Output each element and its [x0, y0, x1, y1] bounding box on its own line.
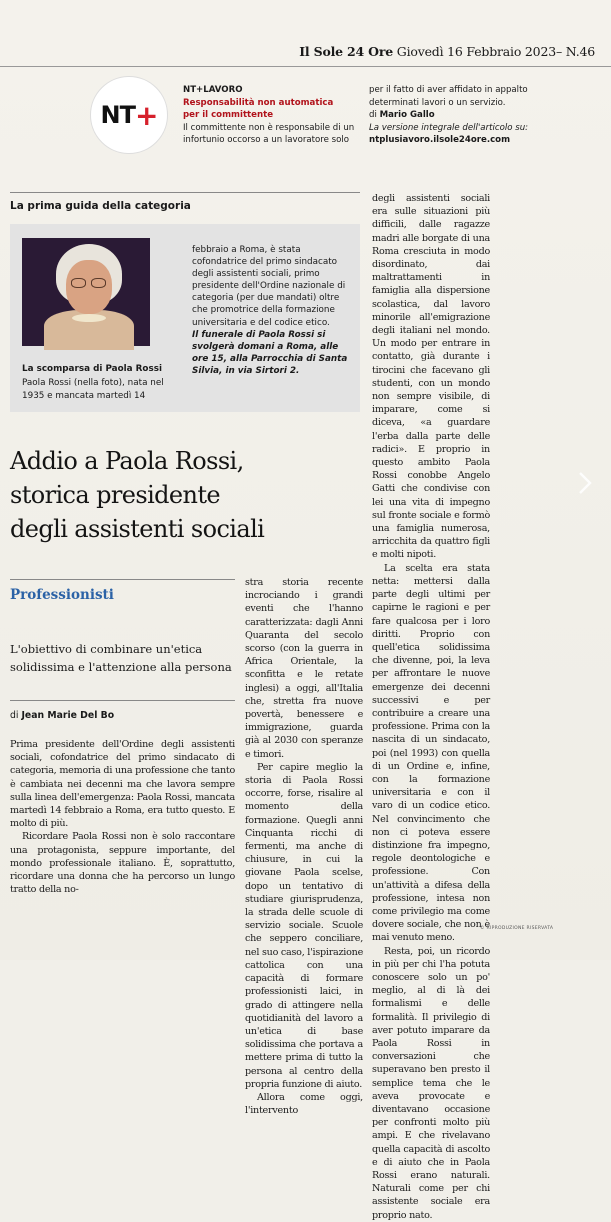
chevron-right-icon[interactable]: [570, 468, 600, 498]
column-3-paragraph: Resta, poi, un ricordo in più per chi l'ha potuta conoscere solo un po' meglio, al di là dei formalismi e delle formalità. Il privilegio di aver potuto imparare da Paola Rossi in conversazioni che superavano ben presto il semplice tema che le aveva provocate e diventavano occasione per confronti molto più ampi. E che rivelavano quella capacità di ascolto e di aiuto che in Paola Rossi erano naturali. Naturali come per chi assistente sociale era proprio nato.: [372, 945, 490, 1221]
section-rule: [10, 579, 235, 580]
photo-caption: Paola Rossi (nella foto), nata nel 1935 e mancata martedì 14: [22, 378, 164, 401]
article-column-3: [372, 192, 604, 1222]
headline-line-2: storica presidente: [10, 481, 221, 509]
nt-box-note: La versione integrale dell'articolo su:: [369, 122, 529, 133]
nt-box-author-prefix: di: [369, 110, 377, 120]
masthead-issue: – N.46: [555, 44, 595, 59]
byline-rule: [10, 700, 235, 701]
nt-box-author-line: [369, 109, 569, 122]
nt-box-subtitle-1: Responsabilità non automatica: [183, 97, 334, 108]
article-summary: L'obiettivo di combinare un'etica solidissima e l'attenzione alla persona: [10, 642, 232, 674]
article-headline: [10, 444, 365, 546]
copyright-notice: © RIPRODUZIONE RISERVATA: [480, 926, 554, 931]
nt-box-column-2: [369, 84, 569, 147]
photo-caption-title: La scomparsa di Paola Rossi: [22, 364, 162, 374]
nt-box-column-1: [183, 84, 363, 147]
nt-plus-logo: [90, 76, 168, 154]
nt-box-author: Mario Gallo: [379, 110, 435, 120]
column-3-paragraph: La scelta era stata netta: mettersi dalla parte degli ultimi per capirne le ragioni e per fare qualcosa per i loro diritti. Proprio con quell'etica solidissima che divenne, poi, la leva per affrontare le nuove emergenze dei decenni successivi e per contribuire a creare una professione. Prima con la nascita di un sindacato, poi (nel 1993) con quella di un Ordine e, infine, con la formazione universitaria e con il varo di un codice etico. Nel convincimento che non ci poteva essere distinzione fra impegno, regole deontologiche e professione. Con un'attività a difesa della professione, intesa non come privilegio ma come dovere sociale, che non è mai venuto meno.: [372, 562, 490, 944]
guide-box-body: febbraio a Roma, è stata cofondatrice del primo sindacato degli assistenti sociali, primo presidente dell'Ordine nazionale di categoria (per due mandati) oltre che promotrice della formazione universitaria e del codice etico.: [192, 245, 346, 328]
article-column-1: [10, 738, 235, 896]
section-label: Professionisti: [10, 587, 114, 603]
byline-author: Jean Marie Del Bo: [21, 710, 115, 721]
portrait-photo: [22, 238, 150, 346]
masthead-brand: Il Sole 24 Ore: [299, 44, 394, 59]
byline: [10, 710, 114, 721]
nt-box-title: NT+LAVORO: [183, 85, 243, 95]
nt-logo-text: NT: [100, 101, 135, 129]
headline-line-1: Addio a Paola Rossi,: [10, 447, 244, 475]
masthead-date: Giovedì 16 Febbraio 2023: [396, 44, 556, 59]
nt-box-subtitle-2: per il committente: [183, 110, 274, 120]
masthead: [255, 44, 595, 59]
column-3-paragraph: degli assistenti sociali era sulle situazioni più difficili, dalle ragazze madri alle borgate di una Roma cresciuta in modo disordinato, dai maltrattamenti in famiglia alla dispersione scolastica, dal lavoro minorile all'emigrazione degli italiani nel mondo. Un modo per entrare in contatto, già durante i tirocini che facevano gli studenti, con un mondo non sempre visibile, di imparare, come si diceva, «a guardare l'erba dalla parte delle radici». E proprio in questo ambito Paola Rossi conobbe Angelo Gatti che condivise con lei una vita di impegno sul fronte sociale e formò una famiglia numerosa, arricchita da quattro figli e molti nipoti.: [372, 193, 490, 561]
article-column-2: [245, 576, 363, 1117]
byline-prefix: di: [10, 710, 19, 721]
guide-heading: La prima guida della categoria: [10, 200, 191, 212]
nt-box-body: Il committente non è responsabile di un infortunio occorso a un lavoratore solo: [183, 122, 355, 145]
top-rule: [0, 66, 611, 67]
column-1-paragraph: Ricordare Paola Rossi non è solo raccontare una protagonista, seppure importante, del mondo professionale italiano. È, soprattutto, ricordare una donna che ha percorso un lungo tratto della no-: [10, 831, 235, 896]
column-2-paragraph: stra storia recente incrociando i grandi eventi che l'hanno caratterizzata: dagli Anni Quaranta del secolo scorso (con la guerra in Africa Orientale, la sconfitta e le retate inglesi) a oggi, all'Italia che, stretta fra nuove povertà, benessere e immigrazione, guarda già al 2030 con speranze e timori.: [245, 577, 363, 760]
column-2-paragraph: Per capire meglio la storia di Paola Rossi occorre, forse, risalire al momento della formazione. Quegli anni Cinquanta ricchi di fermenti, ma anche di chiusure, in cui la giovane Paola scelse, dopo un tentativo di studiare giurisprudenza, la strada delle scuole di servizio sociale. Scuole che seppero conciliare, nel suo caso, l'ispirazione cattolica con una capacità di formare professionisti laici, in grado di attingere nella quotidianità del lavoro a un'etica di base solidissima che portava a mettere prima di tutto la persona al centro della propria funzione di aiuto.: [245, 761, 364, 1090]
guide-box-funeral: Il funerale di Paola Rossi si svolgerà domani a Roma, alle ore 15, alla Parrocchia di Santa Silvia, in via Sirtori 2.: [192, 329, 348, 376]
nt-box-body-continued: per il fatto di aver affidato in appalto determinati lavori o un servizio.: [369, 85, 528, 108]
guide-rule: [10, 192, 360, 193]
column-2-paragraph: Allora come oggi, l'intervento: [245, 1091, 363, 1117]
headline-line-3: degli assistenti sociali: [10, 515, 265, 543]
column-1-paragraph: Prima presidente dell'Ordine degli assistenti sociali, cofondatrice del primo sindacato di categoria, memoria di una professione che tanto è cambiata nei decenni ma che lavora sempre sulla linea dell'emergenza: Paola Rossi, mancata martedì 14 febbraio a Roma, era tutto questo. E molto di più.: [10, 739, 235, 830]
guide-box-text: [192, 244, 354, 377]
plus-icon: +: [135, 98, 158, 132]
nt-box-url[interactable]: ntplusiavoro.ilsole24ore.com: [369, 135, 511, 145]
